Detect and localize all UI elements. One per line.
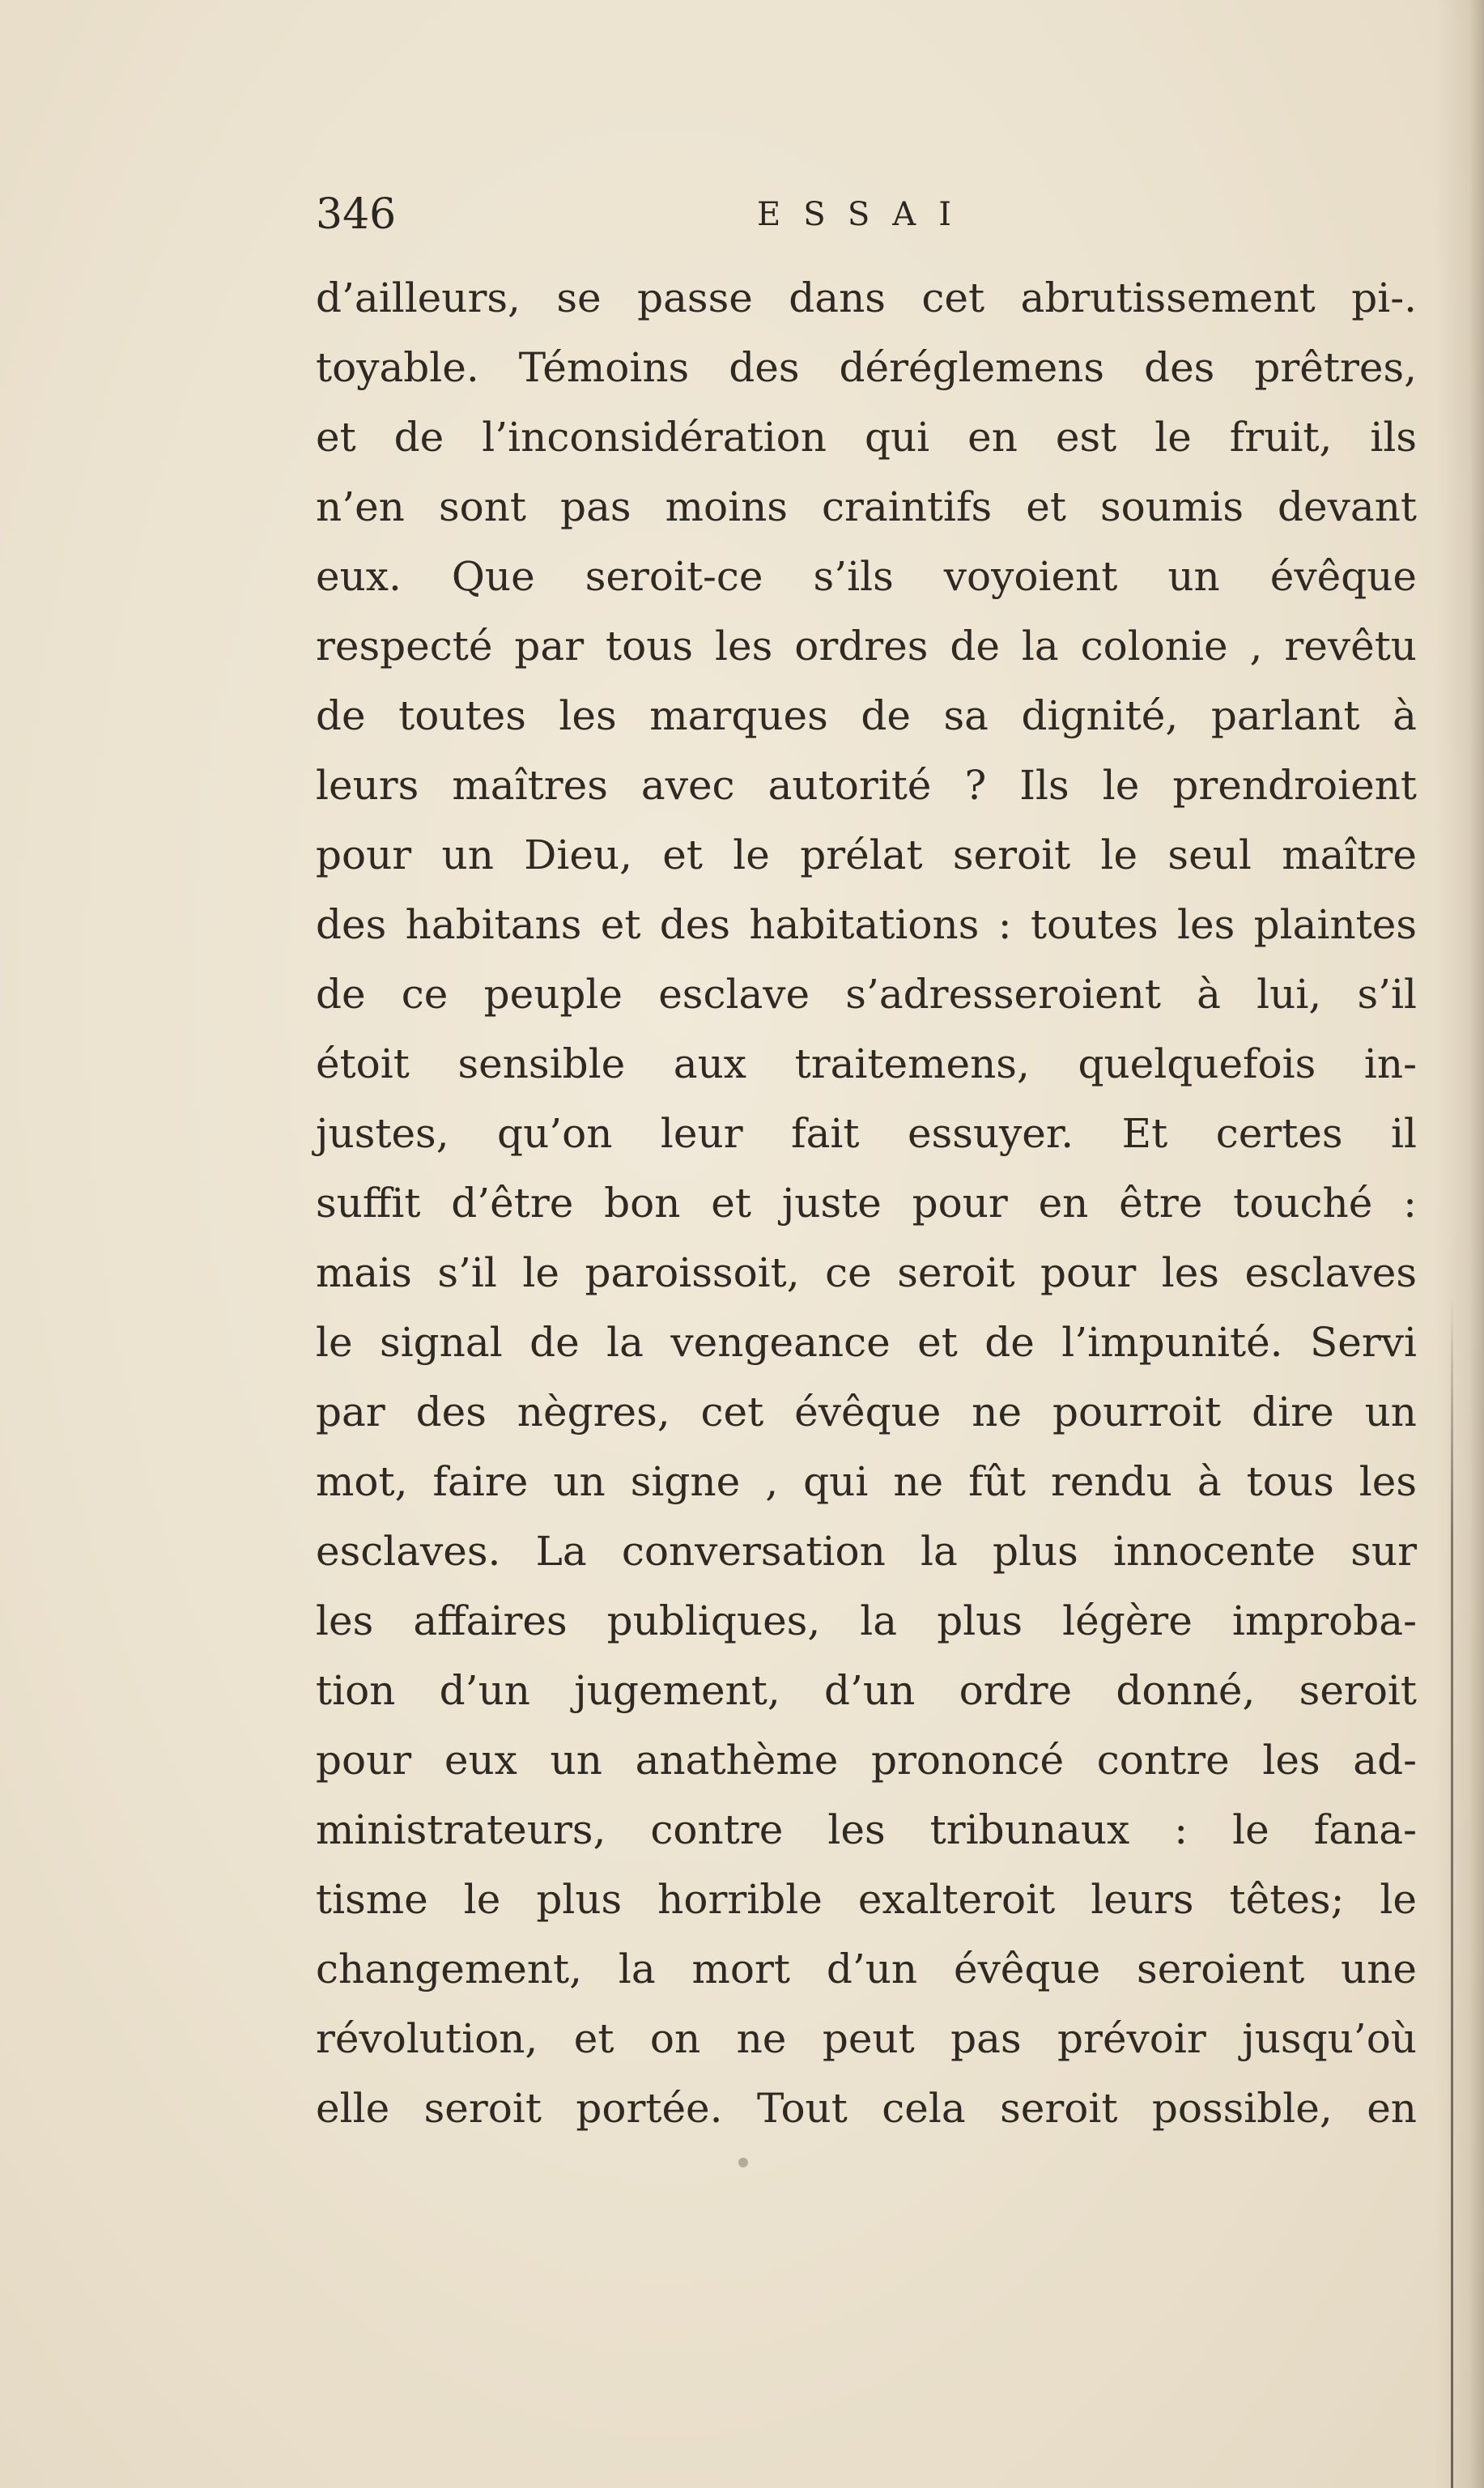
text-line: pour un Dieu, et le prélat seroit le seul maître — [316, 831, 1417, 878]
text-line: elle seroit portée. Tout cela seroit possible, en — [316, 2085, 1417, 2132]
text-line: mais s’il le paroissoit, ce seroit pour les esclaves — [316, 1249, 1417, 1296]
text-line: tion d’un jugement, d’un ordre donné, seroit — [316, 1667, 1417, 1714]
text-line: des habitans et des habitations : toutes les plaintes — [316, 901, 1417, 948]
text-line: changement, la mort d’un évêque seroient une — [316, 1946, 1417, 1993]
text-line: pour eux un anathème prononcé contre les ad- — [316, 1737, 1417, 1784]
text-line: leurs maîtres avec autorité ? Ils le prendroient — [316, 762, 1417, 809]
page-edge-shadow — [1435, 0, 1484, 2488]
running-title: ESSAI — [757, 196, 974, 233]
text-line: respecté par tous les ordres de la colonie , revêtu — [316, 623, 1417, 670]
text-line: le signal de la vengeance et de l’impunité. Servi — [316, 1319, 1417, 1366]
text-line: de ce peuple esclave s’adresseroient à lui, s’il — [316, 971, 1417, 1018]
text-line: tisme le plus horrible exalteroit leurs têtes; le — [316, 1876, 1417, 1923]
text-line: révolution, et on ne peut pas prévoir jusqu’où — [316, 2015, 1417, 2062]
text-line: n’en sont pas moins craintifs et soumis devant — [316, 483, 1417, 530]
text-line: ministrateurs, contre les tribunaux : le fana- — [316, 1806, 1417, 1853]
body-text — [316, 263, 1417, 2143]
page-number: 346 — [316, 190, 397, 239]
text-line: par des nègres, cet évêque ne pourroit dire un — [316, 1389, 1417, 1435]
text-line: d’ailleurs, se passe dans cet abrutissement pi-. — [316, 274, 1417, 321]
page-edge-line — [1451, 1295, 1453, 2488]
text-line: suffit d’être bon et juste pour en être touché : — [316, 1180, 1417, 1227]
text-line: esclaves. La conversation la plus innocente sur — [316, 1528, 1417, 1575]
text-line: de toutes les marques de sa dignité, parlant à — [316, 692, 1417, 739]
text-line: et de l’inconsidération qui en est le fruit, ils — [316, 414, 1417, 461]
text-line: justes, qu’on leur fait essuyer. Et certes il — [316, 1110, 1417, 1157]
ink-speck — [738, 2158, 748, 2167]
text-line: eux. Que seroit-ce s’ils voyoient un évêque — [316, 553, 1417, 600]
text-line: étoit sensible aux traitemens, quelquefois in- — [316, 1040, 1417, 1087]
running-head — [316, 182, 1433, 247]
text-line: les affaires publiques, la plus légère improba- — [316, 1597, 1417, 1644]
text-line: toyable. Témoins des déréglemens des prêtres, — [316, 344, 1417, 391]
text-line: mot, faire un signe , qui ne fût rendu à tous les — [316, 1458, 1417, 1505]
